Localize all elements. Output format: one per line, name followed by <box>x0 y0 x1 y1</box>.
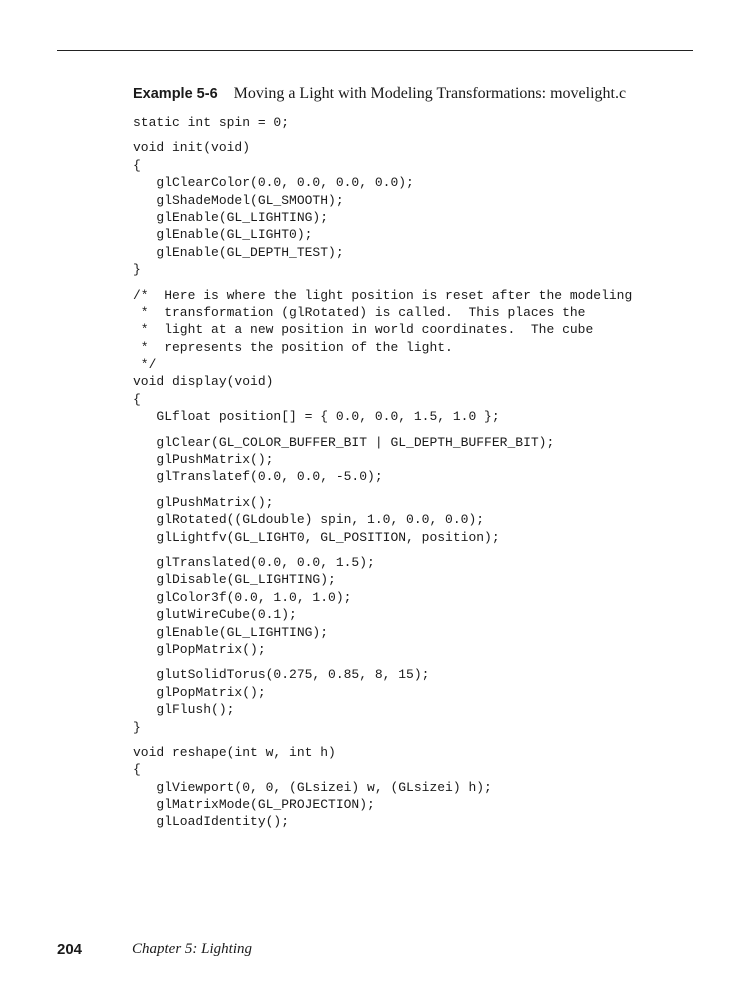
code-line: { <box>133 157 141 173</box>
code-line: glPushMatrix(); <box>133 452 274 468</box>
code-line: * light at a new position in world coordinates. The cube <box>133 322 594 338</box>
code-listing <box>133 114 632 831</box>
code-line: glPopMatrix(); <box>133 684 266 700</box>
code-line: glColor3f(0.0, 1.0, 1.0); <box>133 589 352 605</box>
code-line: } <box>133 719 141 735</box>
code-line: glTranslated(0.0, 0.0, 1.5); <box>133 554 375 570</box>
code-blank-line <box>133 131 632 139</box>
code-line: glLightfv(GL_LIGHT0, GL_POSITION, position); <box>133 529 500 545</box>
code-line: { <box>133 391 141 407</box>
code-line: { <box>133 762 141 778</box>
chapter-title: Chapter 5: Lighting <box>132 941 253 957</box>
code-line: glTranslatef(0.0, 0.0, -5.0); <box>133 469 383 485</box>
code-line: glMatrixMode(GL_PROJECTION); <box>133 797 375 813</box>
code-line: glLoadIdentity(); <box>133 814 290 830</box>
code-line: void reshape(int w, int h) <box>133 744 336 760</box>
code-line: glutWireCube(0.1); <box>133 607 297 623</box>
code-line: glPushMatrix(); <box>133 494 274 510</box>
code-line: * represents the position of the light. <box>133 339 453 355</box>
example-caption <box>133 85 626 103</box>
example-title: Moving a Light with Modeling Transformations: movelight.c <box>233 85 627 102</box>
code-line: */ <box>133 357 157 373</box>
code-line: glEnable(GL_LIGHTING); <box>133 209 329 225</box>
code-line: void display(void) <box>133 374 274 390</box>
code-line: glPopMatrix(); <box>133 641 266 657</box>
example-label: Example 5-6 <box>133 86 218 102</box>
code-line: } <box>133 262 141 278</box>
code-blank-line <box>133 546 632 554</box>
code-line: glutSolidTorus(0.275, 0.85, 8, 15); <box>133 667 430 683</box>
code-line: glShadeModel(GL_SMOOTH); <box>133 192 344 208</box>
code-line: glEnable(GL_LIGHTING); <box>133 624 329 640</box>
code-line: * transformation (glRotated) is called. This places the <box>133 304 586 320</box>
page-number: 204 <box>57 941 83 958</box>
code-line: /* Here is where the light position is reset after the modeling <box>133 287 633 303</box>
code-line: glEnable(GL_DEPTH_TEST); <box>133 244 344 260</box>
code-line: glEnable(GL_LIGHT0); <box>133 227 313 243</box>
code-line: void init(void) <box>133 140 251 156</box>
code-line: glRotated((GLdouble) spin, 1.0, 0.0, 0.0); <box>133 512 485 528</box>
code-line: glClear(GL_COLOR_BUFFER_BIT | GL_DEPTH_BUFFER_BIT); <box>133 434 555 450</box>
code-line: glFlush(); <box>133 702 235 718</box>
code-line: GLfloat position[] = { 0.0, 0.0, 1.5, 1.0 }; <box>133 409 500 425</box>
code-blank-line <box>133 486 632 494</box>
code-line: glClearColor(0.0, 0.0, 0.0, 0.0); <box>133 175 414 191</box>
header-rule <box>57 50 693 51</box>
code-blank-line <box>133 279 632 287</box>
code-line: glViewport(0, 0, (GLsizei) w, (GLsizei) h); <box>133 779 492 795</box>
code-blank-line <box>133 426 632 434</box>
code-blank-line <box>133 736 632 744</box>
code-line: glDisable(GL_LIGHTING); <box>133 572 336 588</box>
code-blank-line <box>133 658 632 666</box>
code-line: static int spin = 0; <box>133 115 290 130</box>
